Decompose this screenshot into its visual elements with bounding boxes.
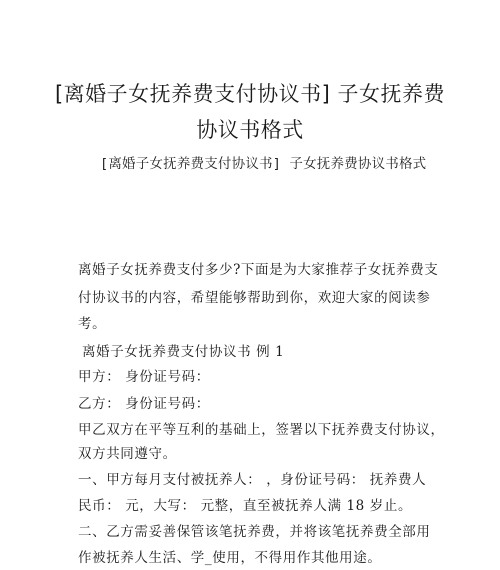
party-b-line: 乙方： 身份证号码： (78, 396, 210, 412)
party-a-line: 甲方： 身份证号码： (78, 369, 210, 385)
body-line: 离婚子女抚养费支付多少?下面是为大家推荐子女抚养费支 (78, 262, 439, 278)
clause-1-line: 民币： 元，大写： 元整，直至被抚养人满 18 岁止。 (78, 498, 413, 514)
body-line: 考。 (78, 316, 107, 332)
body-line: 甲乙双方在平等互利的基础上，签署以下抚养费支付协议， (78, 422, 445, 438)
document-subtitle: [离婚子女抚养费支付协议书] 子女抚养费协议书格式 (100, 156, 427, 172)
section-heading: 离婚子女抚养费支付协议书 例 1 (82, 344, 285, 360)
document-title-line-1: [离婚子女抚养费支付协议书] 子女抚养费 (54, 82, 446, 106)
document-title-line-2: 协议书格式 (196, 118, 304, 142)
clause-2-line: 作被抚养人生活、学_使用，不得用作其他用途。 (78, 550, 382, 566)
body-line: 双方共同遵守。 (78, 446, 177, 462)
body-line: 付协议书的内容，希望能够帮助到你，欢迎大家的阅读参 (78, 290, 431, 306)
clause-1-line: 一、甲方每月支付被抚养人： ，身份证号码： 抚养费人 (78, 472, 427, 488)
clause-2-line: 二、乙方需妥善保管该笔抚养费，并将该笔抚养费全部用 (78, 524, 431, 540)
